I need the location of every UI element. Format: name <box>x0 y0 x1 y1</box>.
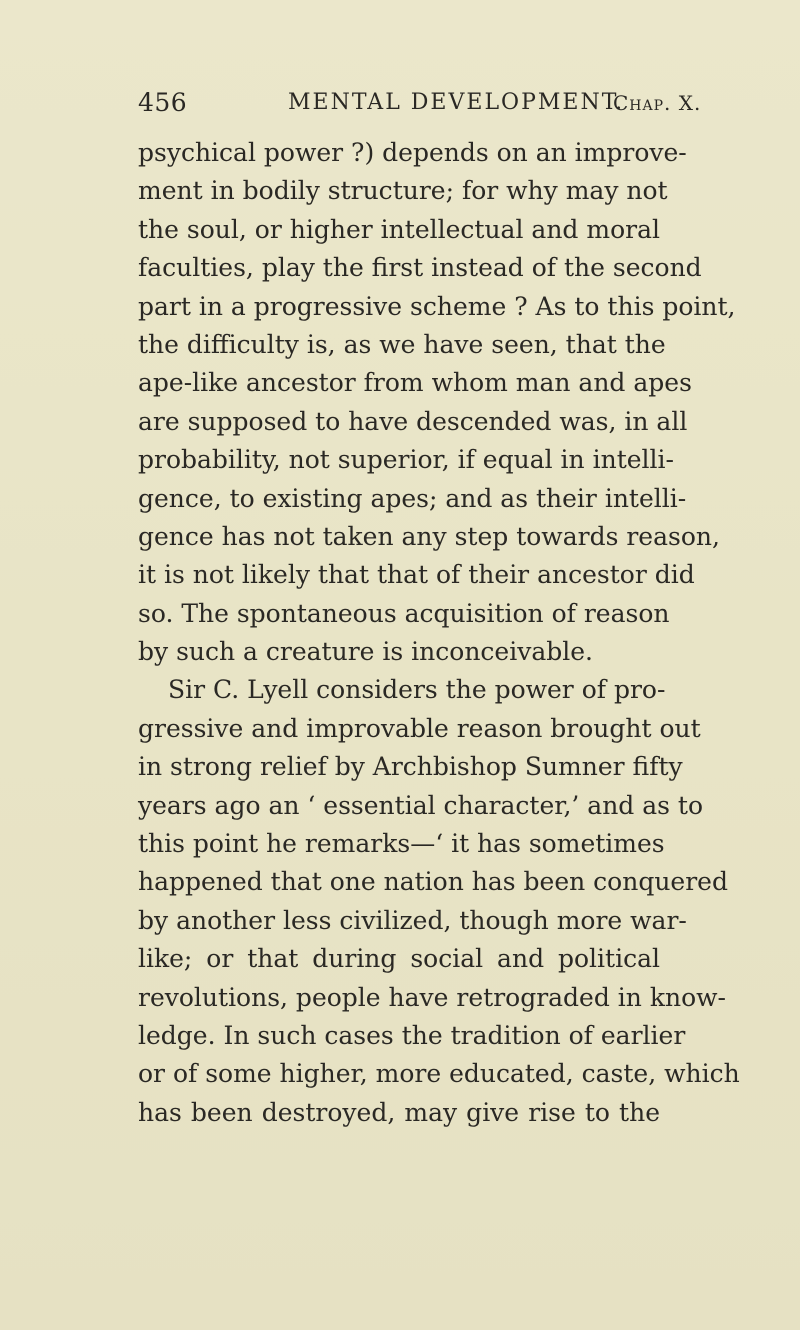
text-line: this point he remarks—‘ it has sometimes <box>138 829 665 859</box>
text-line: ape-like ancestor from whom man and apes <box>138 368 692 398</box>
text-line: happened that one nation has been conquered <box>138 867 728 897</box>
page-header <box>0 88 800 128</box>
running-title: MENTAL DEVELOPMENT. <box>288 90 625 115</box>
text-line: it is not likely that that of their ancestor did <box>138 560 695 590</box>
text-line: by another less civilized, though more war- <box>138 905 687 935</box>
chapter-label: Chap. X. <box>613 91 702 115</box>
text-line: part in a progressive scheme ? As to this point, <box>138 291 736 321</box>
text-line: ledge. In such cases the tradition of earlier <box>138 1020 686 1050</box>
text-line: like; or that during social and political <box>138 944 660 974</box>
text-line: years ago an ‘ essential character,’ and as to <box>138 790 704 820</box>
body-text <box>138 134 740 1132</box>
text-line: gence, to existing apes; and as their intelli- <box>138 483 687 513</box>
text-line: in strong relief by Archbishop Sumner fifty <box>138 752 683 782</box>
page-number: 456 <box>138 88 188 117</box>
text-line: gence has not taken any step towards reason, <box>138 521 720 551</box>
text-line: the difficulty is, as we have seen, that the <box>138 329 666 359</box>
text-line: probability, not superior, if equal in intelli- <box>138 445 674 475</box>
text-line: by such a creature is inconceivable. <box>138 637 593 667</box>
text-line: has been destroyed, may give rise to the <box>138 1097 660 1127</box>
text-line: so. The spontaneous acquisition of reason <box>138 598 670 628</box>
text-line: gressive and improvable reason brought out <box>138 713 701 743</box>
text-line: or of some higher, more educated, caste, which <box>138 1059 740 1089</box>
text-line: faculties, play the first instead of the second <box>138 253 702 283</box>
text-line: psychical power ?) depends on an improve- <box>138 138 687 167</box>
text-line: revolutions, people have retrograded in know- <box>138 982 726 1012</box>
text-line: are supposed to have descended was, in all <box>138 406 688 436</box>
text-line: Sir C. Lyell considers the power of pro- <box>168 675 666 705</box>
text-line: ment in bodily structure; for why may not <box>138 176 668 206</box>
text-line: the soul, or higher intellectual and moral <box>138 214 660 244</box>
